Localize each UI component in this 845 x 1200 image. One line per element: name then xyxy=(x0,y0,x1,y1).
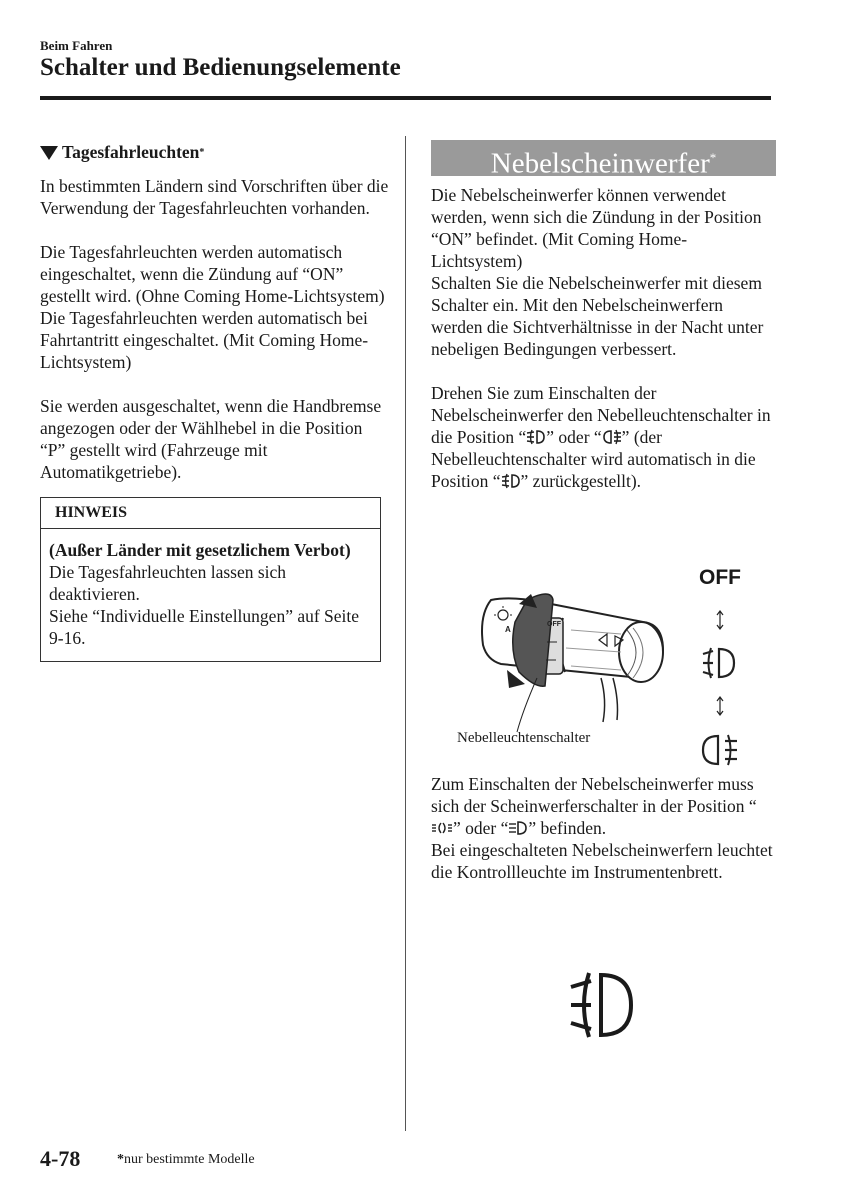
left-column xyxy=(40,140,390,662)
note-body xyxy=(41,529,380,661)
footnote-mark: * xyxy=(117,1152,124,1167)
footnote-text: nur bestimmte Modelle xyxy=(124,1152,255,1167)
asterisk-mark: * xyxy=(709,150,717,165)
stalk-auto-label: A xyxy=(505,625,511,634)
figure-caption: Nebelleuchtenschalter xyxy=(457,730,591,746)
note-line: Siehe “Individuelle Einstellungen” auf Seite 9-16. xyxy=(49,606,360,648)
fog-front-rear-icon xyxy=(602,429,622,445)
section-kicker: Beim Fahren xyxy=(40,38,113,53)
fog-indicator-icon xyxy=(565,965,635,1045)
subheading-text: Tagesfahrleuchten xyxy=(62,142,200,162)
right-column-continued xyxy=(431,773,776,883)
fog-front-position-icon xyxy=(703,648,734,678)
banner-text: Nebelscheinwerfer xyxy=(490,147,710,180)
column-divider xyxy=(405,136,406,1131)
page-title: Schalter und Bedienungselemente xyxy=(40,54,401,81)
asterisk-mark: * xyxy=(199,147,205,158)
headlight-icon xyxy=(508,820,528,836)
note-subtitle: (Außer Länder mit gesetzlichem Verbot) xyxy=(49,540,351,560)
fog-front-icon xyxy=(501,473,521,489)
note-box xyxy=(40,497,381,662)
paragraph: Bei eingeschalteten Nebelscheinwerfern leuchtet die Kontrollleuchte im Instrumentenbrett. xyxy=(431,840,773,882)
triangle-marker-icon xyxy=(40,146,58,160)
section-banner xyxy=(431,140,776,180)
paragraph: Zum Einschalten der Nebelscheinwerfer muss sich der Scheinwerferschalter in der Position “” oder “ ” befinden. xyxy=(431,774,757,838)
page-number: 4-78 xyxy=(40,1146,81,1171)
fog-switch-figure xyxy=(431,560,776,775)
paragraph: In bestimmten Ländern sind Vorschriften über die Verwendung der Tagesfahrleuchten vorhanden. xyxy=(40,176,389,218)
title-rule xyxy=(40,96,771,100)
fog-front-rear-position-icon xyxy=(703,735,737,765)
paragraph: Die Tagesfahrleuchten werden automatisch eingeschaltet, wenn die Zündung auf “ON” gestellt wird. (Ohne Coming Home-Lichtsystem) xyxy=(40,242,385,306)
note-line: Die Tagesfahrleuchten lassen sich deaktivieren. xyxy=(49,562,287,604)
paragraph: Die Tagesfahrleuchten werden automatisch bei Fahrtantritt eingeschaltet. (Mit Coming Home-Lichtsystem) xyxy=(40,308,369,372)
parking-light-icon xyxy=(431,820,453,836)
subheading-tagesfahrleuchten xyxy=(40,142,390,163)
fog-front-icon xyxy=(526,429,546,445)
paragraph: Die Nebelscheinwerfer können verwendet werden, wenn sich die Zündung in der Position “ON” befindet. (Mit Coming Home-Lichtsystem) xyxy=(431,185,762,271)
note-title: HINWEIS xyxy=(41,498,380,529)
paragraph: Schalten Sie die Nebelscheinwerfer mit diesem Schalter ein. Mit den Nebelscheinwerfern werden die Sichtverhältnisse in der Nacht unter nebeligen Bedingungen verbessert. xyxy=(431,273,764,359)
off-label: OFF xyxy=(699,566,741,589)
stalk-off-label: OFF xyxy=(547,621,561,628)
paragraph: Sie werden ausgeschaltet, wenn die Handbremse angezogen oder der Wählhebel in die Position “P” gestellt wird (Fahrzeuge mit Automatikgetriebe). xyxy=(40,396,382,482)
right-column xyxy=(431,140,776,492)
footnote xyxy=(117,1152,255,1168)
paragraph: Drehen Sie zum Einschalten der Nebelscheinwerfer den Nebelleuchtenschalter in die Position “ ” oder “ ” (der Nebelleuchtenschalter wird automatisch in die Position “ ” zurückgestellt). xyxy=(431,383,771,491)
